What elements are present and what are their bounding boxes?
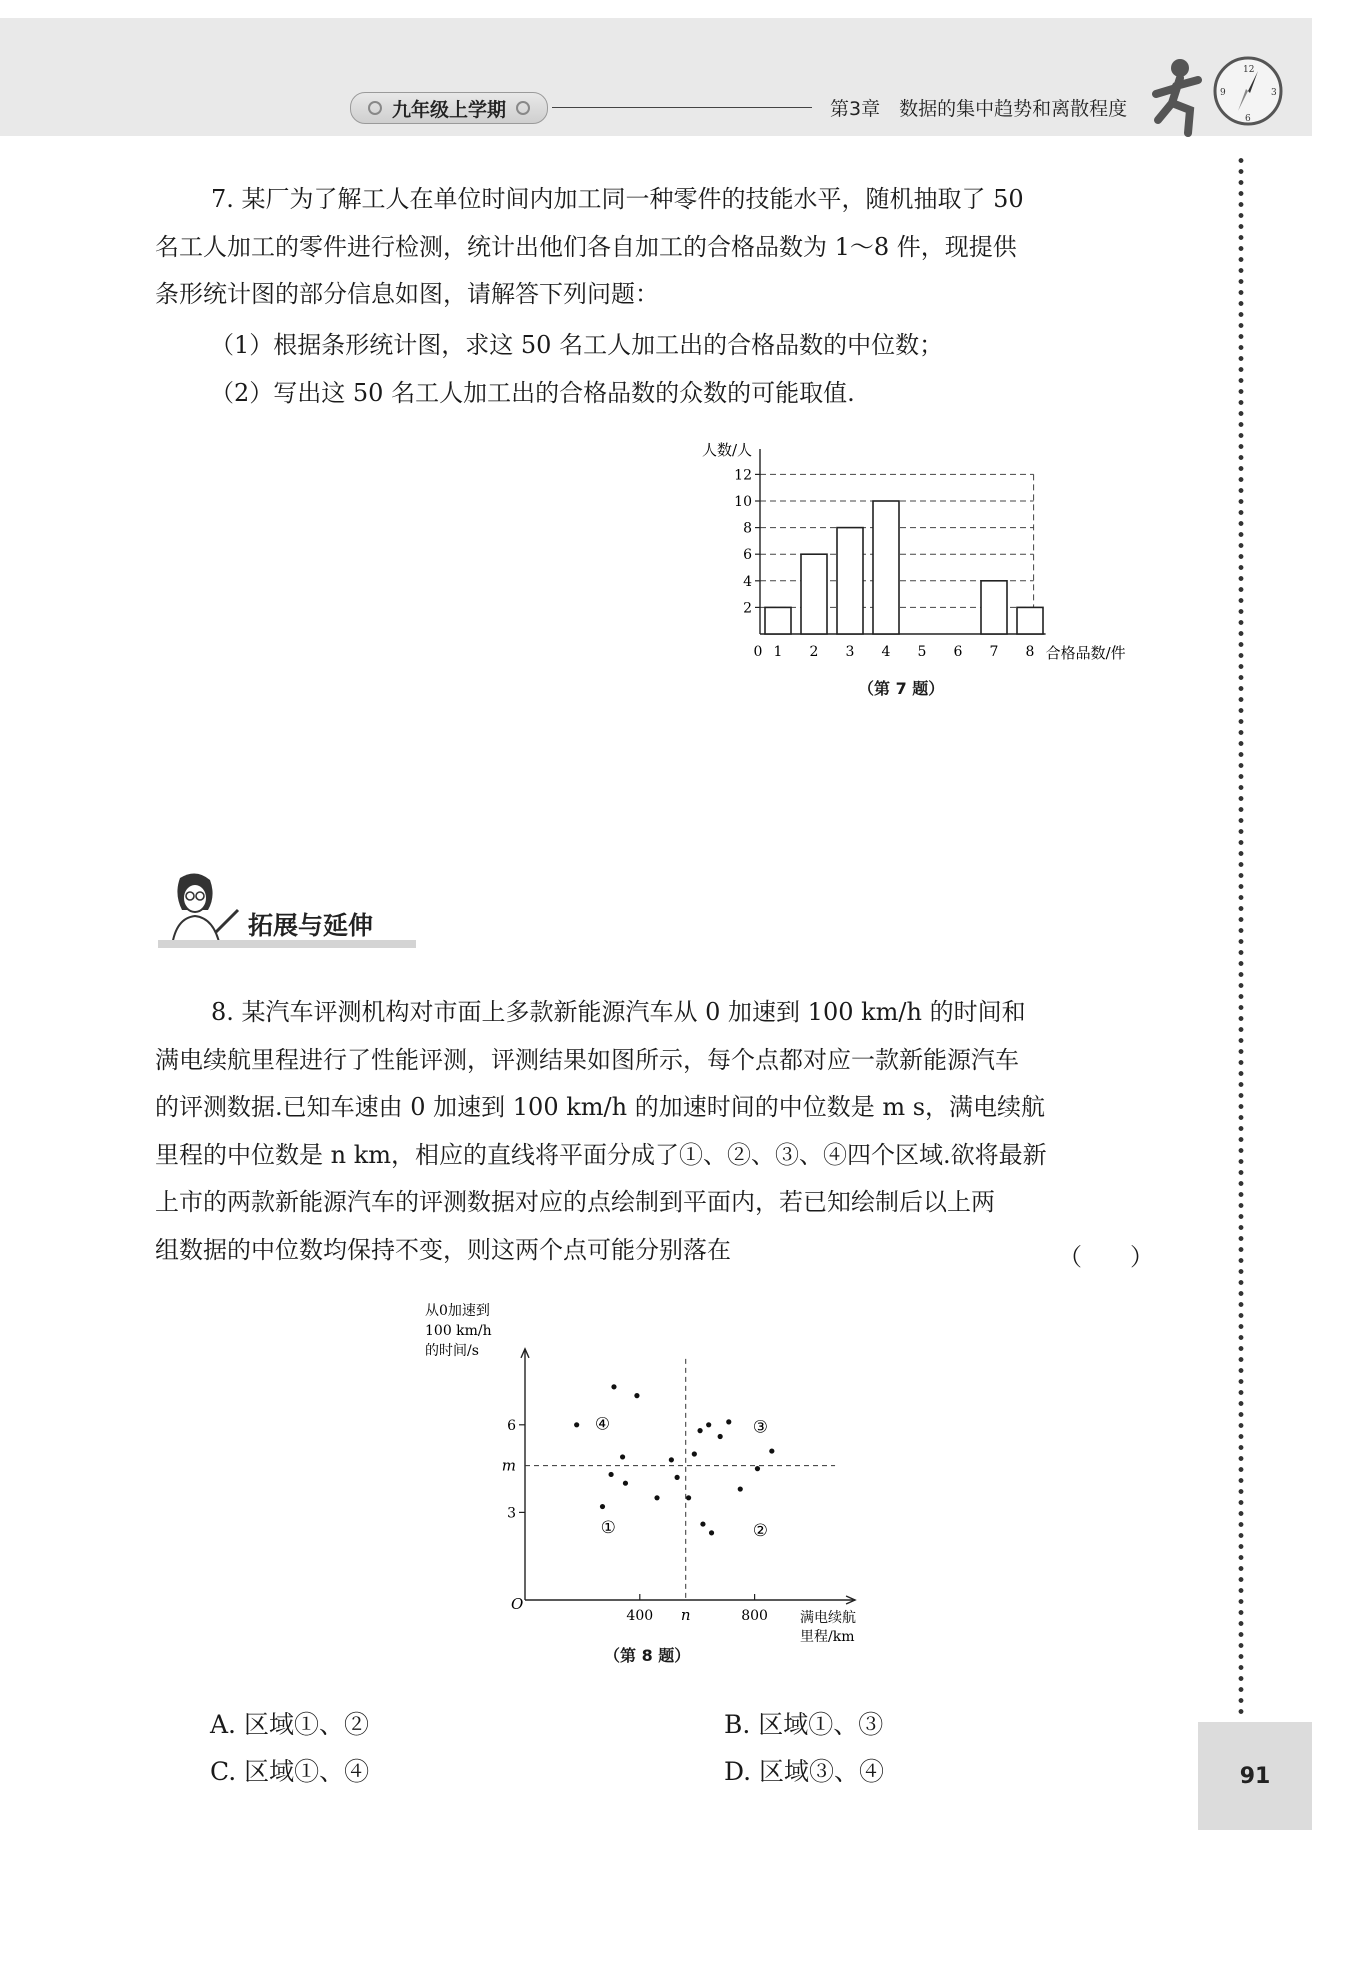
q7-subquestion-2: （2）写出这 50 名工人加工出的合格品数的众数的可能取值. (210, 379, 855, 407)
header-rule (552, 107, 812, 108)
page-number: 91 (1198, 1722, 1312, 1830)
y-axis-label: 从0加速到 (425, 1303, 490, 1319)
x-tick-label: 1 (773, 644, 783, 660)
data-point (686, 1495, 691, 1500)
q8-line: 8. 某汽车评测机构对市面上多款新能源汽车从 0 加速到 100 km/h 的时间和 (211, 998, 1026, 1026)
data-point (611, 1384, 616, 1389)
data-point (654, 1495, 659, 1500)
bar (873, 501, 899, 634)
data-point (706, 1422, 711, 1427)
q7-line: 名工人加工的零件进行检测，统计出他们各自加工的合格品数为 1～8 件，现提供 (155, 232, 1017, 261)
chapter-title: 第3章 数据的集中趋势和离散程度 (830, 98, 1128, 120)
dotted-margin (1238, 155, 1244, 1715)
data-point (692, 1451, 697, 1456)
q8-line: 的评测数据.已知车速由 0 加速到 100 km/h 的加速时间的中位数是 m s，满电续航 (155, 1093, 1046, 1121)
q8-line: 上市的两款新能源汽车的评测数据对应的点绘制到平面内，若已知绘制后以上两 (155, 1188, 995, 1216)
x-axis-label: 里程/km (800, 1629, 855, 1645)
x-tick-label: 800 (741, 1608, 768, 1624)
y-tick-label: 4 (743, 573, 752, 590)
y-tick-label: 3 (507, 1505, 516, 1522)
x-tick-label: 4 (881, 644, 891, 660)
bar (837, 528, 863, 634)
data-point (623, 1481, 628, 1486)
answer-parentheses: （ ） (1058, 1243, 1154, 1271)
data-point (634, 1393, 639, 1398)
bar (765, 607, 791, 634)
y-axis-label: 100 km/h (425, 1323, 492, 1339)
svg-text:12: 12 (1243, 65, 1255, 75)
origin-label: 0 (753, 644, 763, 660)
data-point (609, 1472, 614, 1477)
bar (801, 554, 827, 634)
svg-text:3: 3 (1271, 88, 1277, 98)
choice-c: C. 区域①、④ (210, 1757, 370, 1786)
y-axis-label: 的时间/s (425, 1343, 479, 1359)
y-tick-label: 10 (734, 494, 752, 510)
y-tick-label: 2 (743, 600, 752, 617)
svg-text:6: 6 (1245, 114, 1251, 124)
data-point (738, 1486, 743, 1491)
scatter-chart (420, 1295, 880, 1645)
data-point (620, 1454, 625, 1459)
median-x-label: n (680, 1606, 691, 1624)
data-point (697, 1428, 702, 1433)
q8-line: 里程的中位数是 n km，相应的直线将平面分成了①、②、③、④四个区域.欲将最新 (155, 1140, 1047, 1169)
region-label: ④ (594, 1414, 611, 1435)
data-point (700, 1521, 705, 1526)
bar-chart (680, 436, 1160, 666)
svg-text:9: 9 (1220, 88, 1226, 98)
q8-stem (155, 989, 1145, 1274)
data-point (718, 1434, 723, 1439)
compass-icon (1212, 55, 1284, 127)
data-point (675, 1475, 680, 1480)
x-tick-label: 5 (917, 644, 927, 660)
x-tick-label: 3 (845, 644, 855, 660)
data-point (600, 1504, 605, 1509)
data-point (574, 1422, 579, 1427)
grade-label: 九年级上学期 (350, 92, 548, 124)
bar (1017, 607, 1043, 634)
data-point (755, 1466, 760, 1471)
x-axis-label: 满电续航 (800, 1610, 857, 1626)
q7-caption: （第 7 题） (858, 679, 945, 698)
origin-label: O (511, 1595, 524, 1613)
q7-subquestion-1: （1）根据条形统计图，求这 50 名工人加工出的合格品数的中位数； (210, 331, 944, 359)
bar (981, 581, 1007, 634)
region-label: ① (600, 1518, 616, 1538)
x-tick-label: 6 (953, 644, 963, 660)
y-tick-label: 6 (743, 547, 752, 564)
y-tick-label: 6 (507, 1417, 516, 1434)
region-label: ② (752, 1520, 768, 1541)
data-point (726, 1419, 731, 1424)
median-y-label: m (501, 1456, 516, 1475)
x-tick-label: 8 (1025, 644, 1035, 660)
x-axis-label: 合格品数/件 (1045, 644, 1126, 662)
y-axis-label: 人数/人 (701, 441, 752, 459)
q7-line: 7. 某厂为了解工人在单位时间内加工同一种零件的技能水平，随机抽取了 50 (211, 185, 1024, 213)
q7-stem (155, 176, 1145, 319)
q8-line: 满电续航里程进行了性能评测，评测结果如图所示，每个点都对应一款新能源汽车 (155, 1045, 1019, 1074)
teacher-icon (158, 870, 244, 948)
y-tick-label: 12 (734, 467, 752, 484)
q8-line: 组数据的中位数均保持不变，则这两个点可能分别落在 (155, 1235, 731, 1264)
data-point (669, 1457, 674, 1462)
choice-b: B. 区域①、③ (724, 1710, 884, 1739)
x-tick-label: 7 (989, 644, 999, 660)
choice-d: D. 区域③、④ (724, 1757, 885, 1786)
x-tick-label: 2 (809, 644, 819, 660)
choice-a: A. 区域①、② (210, 1710, 369, 1739)
q7-line: 条形统计图的部分信息如图，请解答下列问题： (155, 280, 659, 308)
q8-caption: （第 8 题） (604, 1646, 691, 1665)
data-point (709, 1530, 714, 1535)
region-label: ③ (752, 1417, 768, 1438)
y-tick-label: 8 (743, 520, 752, 537)
section-title: 拓展与延伸 (248, 911, 374, 940)
data-point (769, 1448, 774, 1453)
x-tick-label: 400 (626, 1608, 654, 1624)
